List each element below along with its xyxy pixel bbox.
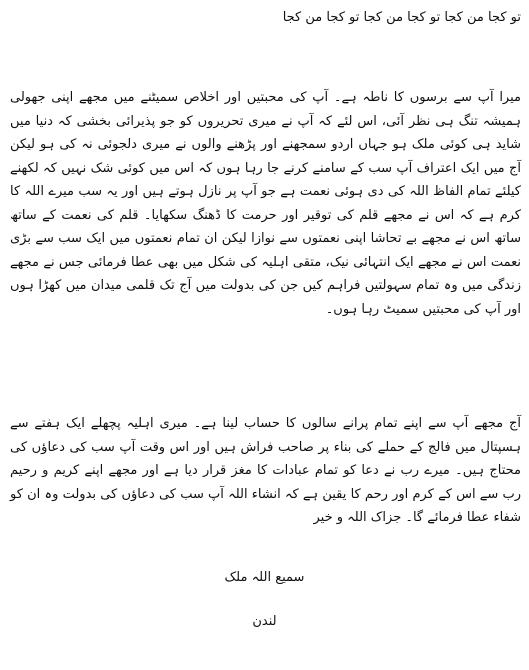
paragraph-1: میرا آپ سے برسوں کا ناطہ ہے۔ آپ کی محبتیں اور اخلاص سمیٹنے میں مجھے اپنی جھولی ہمیشہ تنگ ہی نظر آئی، اس لئے کہ آپ نے میری تحریروں کو جو پذیرائی بخشی کہ دنیا میں شاید ہی کوئی ملک ہو جہاں اردو سمجھنے اور پڑھنے والوں نے میری دلجوئی نہ کی ہو لیکن آج میں ایک اعتراف آپ سب کے سامنے کرنے جا رہا ہوں کہ اس میں کوئی شک نہیں کہ لکھنے کیلئے تمام الفاظ اللہ کی دی ہوئی نعمت ہے جو آپ پر نازل ہوتے ہیں اور یہ سب میرے اللہ کا کرم ہے کہ اس نے مجھے قلم کی توقیر اور حرمت کا ڈھنگ سکھایا۔ قلم کی نعمت کے ساتھ ساتھ اس نے مجھے بے تحاشا اپنی نعمتوں سے نوازا لیکن ان تمام نعمتوں میں ایک سب سے بڑی نعمت اس نے مجھے ایک انتہائی نیک، متقی اہلیہ کی شکل میں بھی عطا فرمائی جس نے مجھے زندگی میں وہ تمام سہولتیں فراہم کیں جن کی بدولت میں آج تک قلمی میدان میں کھڑا ہوں اور آپ کی محبتیں سمیٹ رہا ہوں۔ [10, 90, 521, 317]
author-signature: سمیع اللہ ملک [224, 570, 305, 585]
place-name: لندن [252, 614, 277, 629]
letter-heading: تو کجا من کجا تو کجا من کجا تو کجا من کجا [282, 10, 521, 25]
paragraph-2: آج مجھے آپ سے اپنے تمام پرانے سالوں کا حساب لینا ہے۔ میری اہلیہ پچھلے ایک ہفتے سے ہسپتال میں فالج کے حملے کی بناء پر صاحب فراش ہیں اور اس وقت آپ سب کی دعاؤں کی محتاج ہیں۔ میرے رب نے دعا کو تمام عبادات کا مغز قرار دیا ہے اور مجھے اپنے کریم و رحیم رب سے اس کے کرم اور رحم کا یقین ہے کہ انشاء اللہ آپ سب کی دعاؤں کی بدولت وہ ان کو شفاء عطا فرمائے گا۔ جزاک اللہ و خیر [10, 416, 521, 525]
